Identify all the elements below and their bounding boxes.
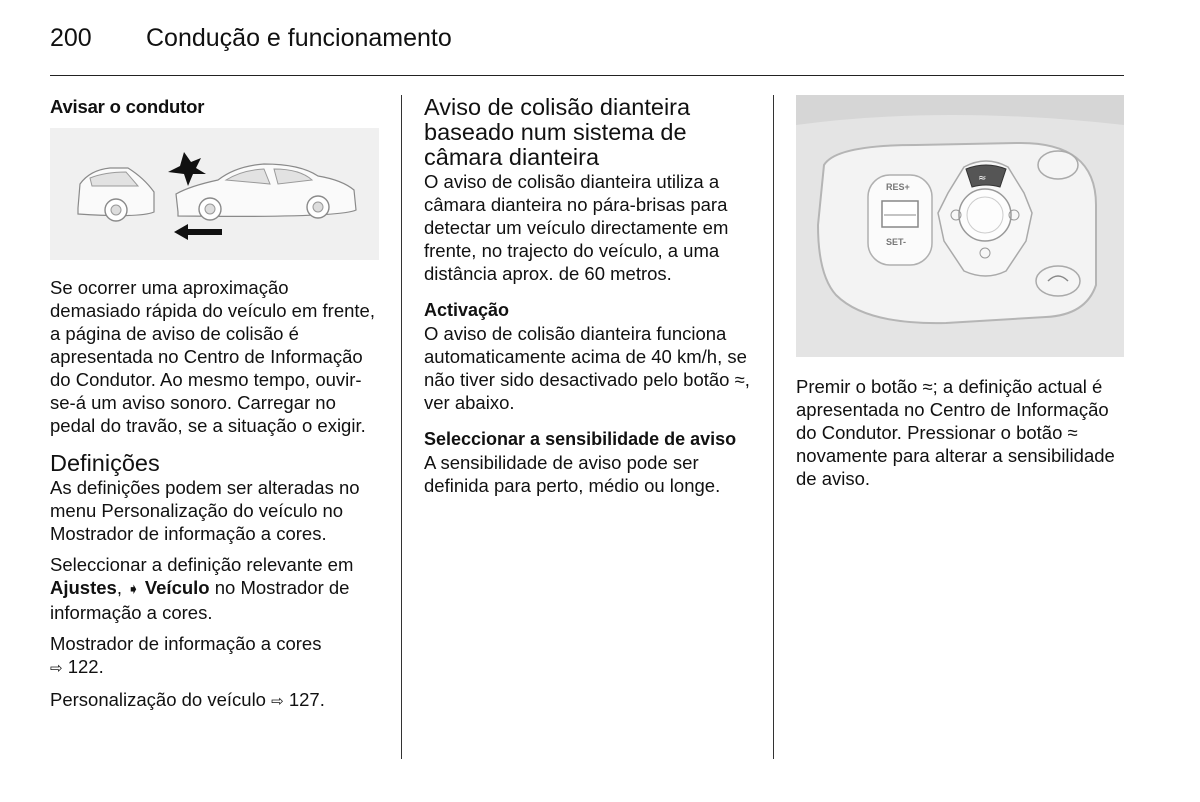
svg-text:≈: ≈ [978, 173, 987, 184]
forward-collision-alert-icon: ≈ [1067, 422, 1078, 443]
activation-paragraph: O aviso de colisão dianteira funciona automaticamente acima de 40 km/h, se não tiver sido desactivado pelo botão ≈, ver abaixo. [424, 323, 750, 413]
section-title-settings: Definições [50, 450, 160, 476]
page-reference-icon: ⇨ [271, 693, 284, 710]
warn-paragraph: Se ocorrer uma aproximação demasiado rápida do veículo em frente, a página de aviso de colisão é apresentada no Centro de Informação do Condutor. Ao mesmo tempo, ouvir-se-á um aviso sonoro. Carregar no pedal do travão, se a situação o exigir. [50, 277, 375, 436]
menu-item-ajustes: Ajustes [50, 577, 117, 598]
cross-reference-display: Mostrador de informação a cores ⇨ 122. [50, 633, 322, 677]
menu-arrow-icon: ➧ [127, 581, 140, 598]
cruise-control-button [1036, 266, 1080, 296]
page-number: 200 [50, 24, 92, 52]
page-title: Condução e funcionamento [146, 24, 452, 52]
cars-collision-svg [50, 128, 379, 260]
forward-collision-paragraph: O aviso de colisão dianteira utiliza a câmara dianteira no pára-brisas para detectar um veículo directamente em frente, no trajecto do veículo, a uma distância aprox. de 60 metros. [424, 171, 729, 284]
column-right [796, 95, 1126, 498]
column-divider-1 [401, 95, 402, 759]
steering-wheel-controls-illustration [796, 95, 1124, 357]
sensitivity-paragraph: A sensibilidade de aviso pode ser definida para perto, médio ou longe. [424, 452, 721, 496]
collision-illustration [50, 128, 379, 260]
forward-collision-alert-icon: ≈ [734, 369, 745, 390]
subheading-warn-driver: Avisar o condutor [50, 96, 205, 117]
section-title-forward-collision: Aviso de colisão dianteira baseado num sistema de câmara dianteira [424, 94, 691, 170]
speed-limiter-button [1038, 151, 1078, 179]
header-rule [50, 75, 1124, 76]
page-header [50, 24, 452, 53]
set-label: SET- [886, 237, 907, 247]
subheading-sensitivity: Seleccionar a sensibilidade de aviso [424, 429, 737, 449]
page-reference-icon: ⇨ [50, 660, 63, 677]
select-setting-paragraph: Seleccionar a definição relevante em Ajustes, ➧ Veículo no Mostrador de informação a cores. [50, 554, 354, 623]
cross-reference-personalization: Personalização do veículo ⇨ 127. [50, 689, 325, 710]
impact-star-icon [168, 152, 206, 186]
column-middle [424, 95, 759, 505]
forward-collision-alert-icon: ≈ [922, 376, 933, 397]
press-button-paragraph: Premir o botão ≈; a definição actual é apresentada no Centro de Informação do Condutor. Pressionar o botão ≈ novamente para alterar a sensibilidade de aviso. [796, 376, 1115, 489]
column-divider-2 [773, 95, 774, 759]
res-label: RES+ [886, 182, 910, 192]
settings-paragraph: As definições podem ser alteradas no menu Personalização do veículo no Mostrador de informação a cores. [50, 477, 360, 544]
column-left [50, 95, 382, 721]
menu-item-veiculo: Veículo [144, 577, 210, 598]
steering-controls-svg [796, 95, 1124, 357]
arrow-left-icon [174, 224, 222, 240]
subheading-activation: Activação [424, 300, 510, 320]
